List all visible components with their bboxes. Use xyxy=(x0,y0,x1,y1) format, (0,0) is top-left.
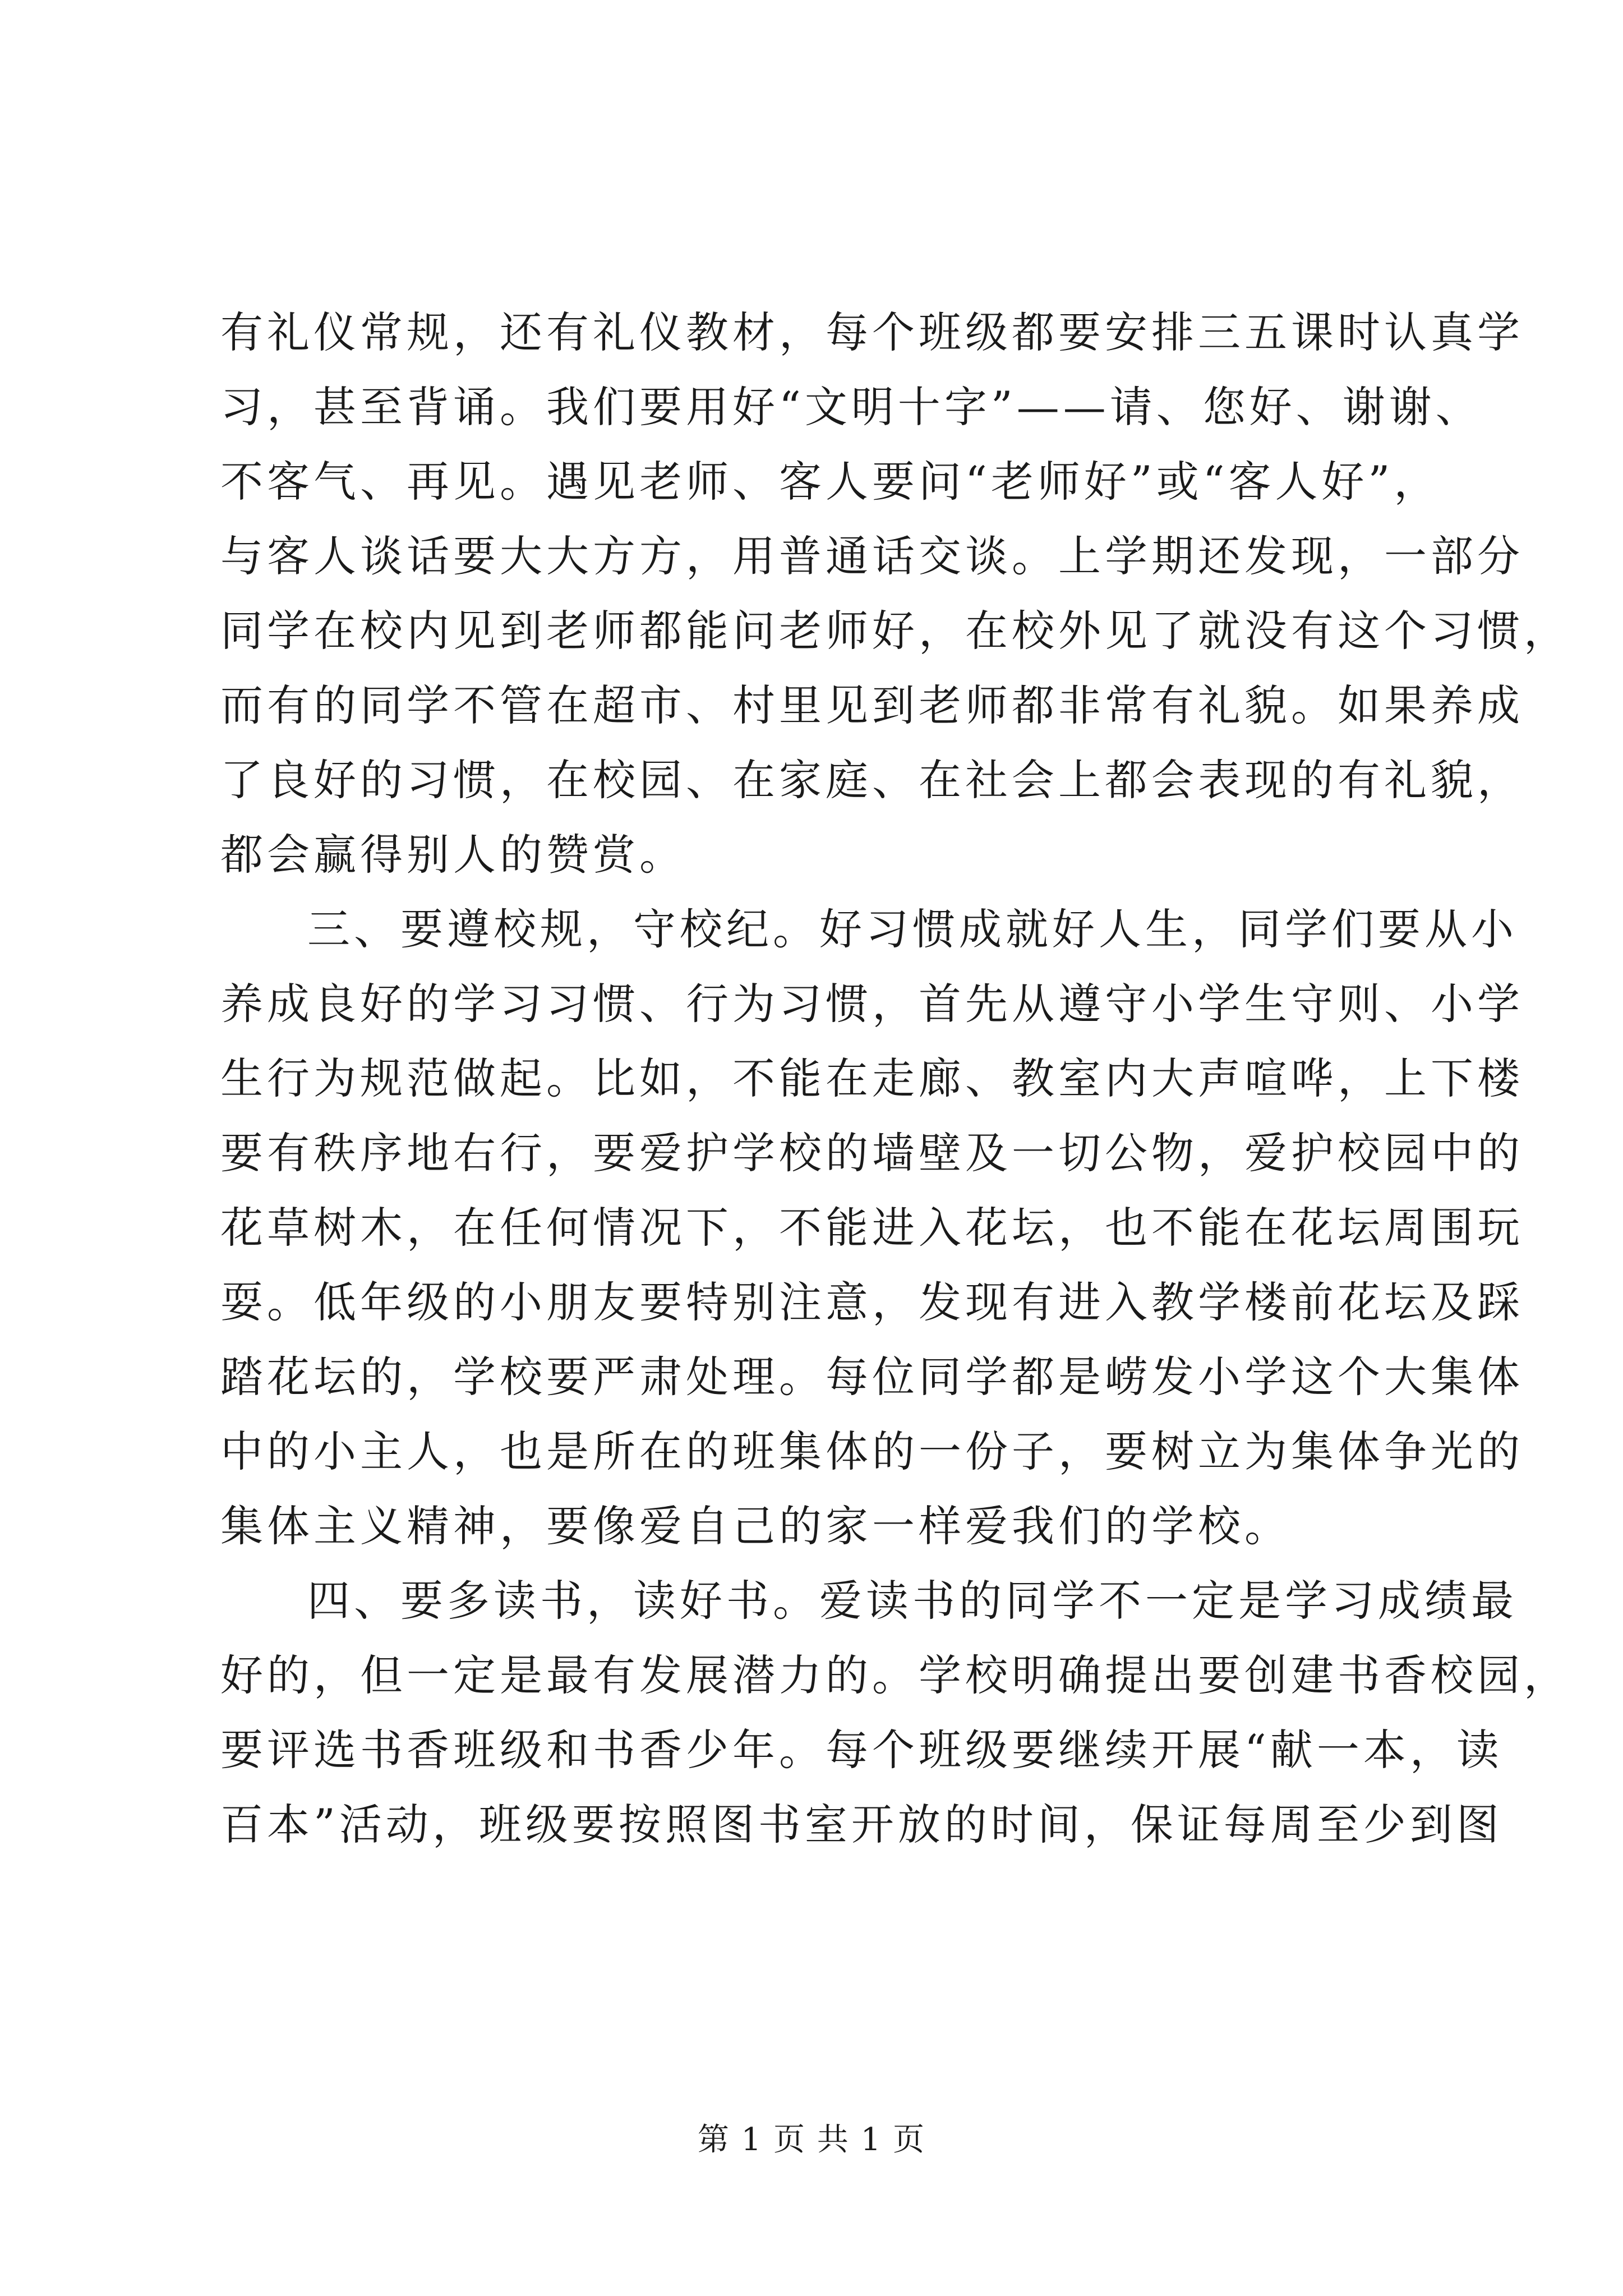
text-line: 了良好的习惯，在校园、在家庭、在社会上都会表现的有礼貌， xyxy=(220,755,1524,805)
text-line: 集体主义精神，要像爱自己的家一样爱我们的学校。 xyxy=(220,1501,1291,1551)
paragraph-start-line: 四、要多读书，读好书。爱读书的同学不一定是学习成绩最 xyxy=(307,1576,1518,1626)
text-line: 要有秩序地右行，要爱护学校的墙壁及一切公物，爱护校园中的 xyxy=(220,1128,1524,1178)
text-line: 同学在校内见到老师都能问老师好，在校外见了就没有这个习惯， xyxy=(220,606,1570,656)
text-line: 养成良好的学习习惯、行为习惯，首先从遵守小学生守则、小学 xyxy=(220,979,1524,1029)
text-line: 习，甚至背诵。我们要用好“文明十字”——请、您好、谢谢、 xyxy=(220,382,1482,432)
text-line: 有礼仪常规，还有礼仪教材，每个班级都要安排三五课时认真学 xyxy=(220,307,1524,357)
text-line: 与客人谈话要大大方方，用普通话交谈。上学期还发现，一部分 xyxy=(220,531,1524,581)
text-line: 耍。低年级的小朋友要特别注意，发现有进入教学楼前花坛及踩 xyxy=(220,1277,1524,1327)
text-line: 中的小主人，也是所在的班集体的一份子，要树立为集体争光的 xyxy=(220,1427,1524,1476)
text-line: 生行为规范做起。比如，不能在走廊、教室内大声喧哗，上下楼 xyxy=(220,1053,1524,1103)
text-line: 都会赢得别人的赞赏。 xyxy=(220,830,686,880)
paragraph-start-line: 三、要遵校规，守校纪。好习惯成就好人生，同学们要从小 xyxy=(307,904,1518,954)
text-line: 好的，但一定是最有发展潜力的。学校明确提出要创建书香校园， xyxy=(220,1650,1570,1700)
text-line: 踏花坛的，学校要严肃处理。每位同学都是崂发小学这个大集体 xyxy=(220,1352,1524,1402)
text-line: 花草树木，在任何情况下，不能进入花坛，也不能在花坛周围玩 xyxy=(220,1203,1524,1253)
text-line: 而有的同学不管在超市、村里见到老师都非常有礼貌。如果养成 xyxy=(220,680,1524,730)
text-line: 要评选书香班级和书香少年。每个班级要继续开展“献一本，读 xyxy=(220,1725,1503,1775)
text-line: 不客气、再见。遇见老师、客人要问“老师好”或“客人好”， xyxy=(220,457,1441,507)
text-line: 百本”活动，班级要按照图书室开放的时间，保证每周至少到图 xyxy=(220,1800,1503,1849)
page-number-footer: 第 1 页 共 1 页 xyxy=(697,2122,926,2158)
